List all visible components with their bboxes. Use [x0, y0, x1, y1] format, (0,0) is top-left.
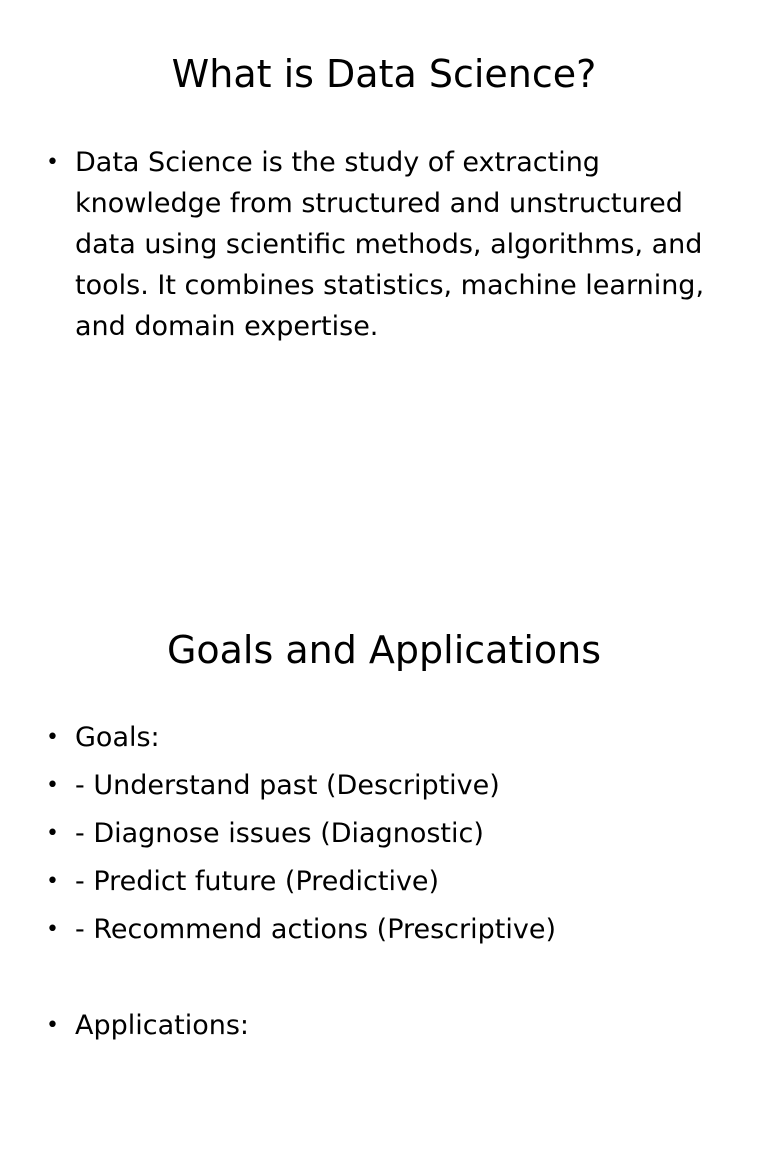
slide-goals-and-applications — [0, 576, 768, 1152]
bullet-text: - Predict future (Predictive) — [75, 866, 440, 897]
bullet-item — [46, 1002, 728, 1050]
slide-title: Goals and Applications — [166, 628, 602, 672]
bullet-list — [46, 142, 728, 347]
bullet-list — [46, 714, 728, 1050]
bullet-text: Data Science is the study of extracting knowledge from structured and unstructured data using scientific methods, algorithms, and tools. It combines statistics, machine learning, and domain expertise. — [75, 147, 705, 342]
bullet-item — [46, 810, 728, 858]
bullet-text: Applications: — [75, 1010, 250, 1041]
bullet-icon: • — [46, 917, 59, 942]
bullet-text: Goals: — [75, 722, 160, 753]
bullet-icon: • — [46, 869, 59, 894]
bullet-item — [46, 142, 728, 347]
bullet-text: - Recommend actions (Prescriptive) — [75, 914, 556, 945]
bullet-item — [46, 906, 728, 954]
bullet-icon: • — [46, 821, 59, 846]
bullet-text: - Understand past (Descriptive) — [75, 770, 500, 801]
bullet-item — [46, 858, 728, 906]
bullet-text: - Diagnose issues (Diagnostic) — [75, 818, 484, 849]
slide-title: What is Data Science? — [171, 52, 597, 96]
bullet-spacer — [46, 954, 728, 1002]
bullet-icon: • — [46, 725, 59, 750]
bullet-icon: • — [46, 1013, 59, 1038]
bullet-icon: • — [46, 150, 59, 175]
bullet-icon: • — [46, 773, 59, 798]
bullet-item — [46, 714, 728, 762]
bullet-item — [46, 762, 728, 810]
